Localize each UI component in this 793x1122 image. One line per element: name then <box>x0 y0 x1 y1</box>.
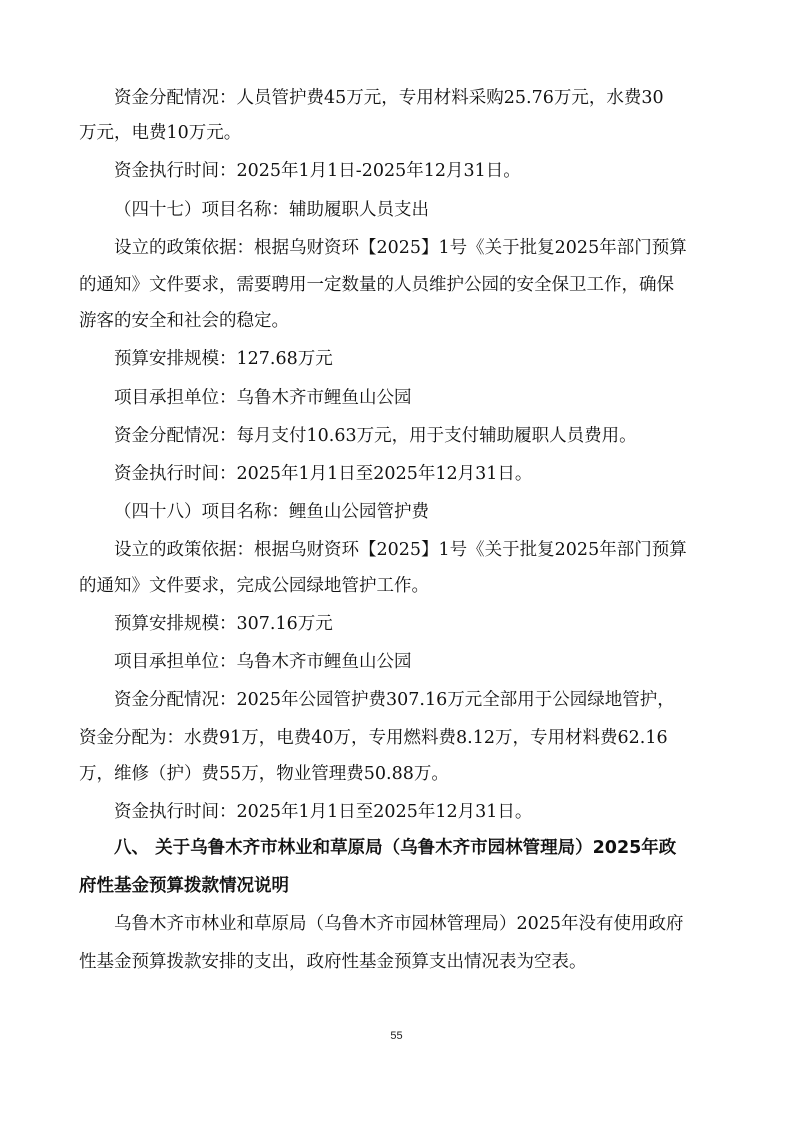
text-line: 设立的政策依据：根据乌财资环【2025】1号《关于批复2025年部门预算 <box>114 540 687 560</box>
text-line: 设立的政策依据：根据乌财资环【2025】1号《关于批复2025年部门预算 <box>114 238 687 258</box>
text-line: 资金分配情况：每月支付10.63万元，用于支付辅助履职人员费用。 <box>114 426 637 446</box>
text-line: （四十七）项目名称：辅助履职人员支出 <box>114 200 429 220</box>
section-heading-line: 八、 关于乌鲁木齐市林业和草原局（乌鲁木齐市园林管理局）2025年政 <box>114 838 677 858</box>
text-line: 预算安排规模：127.68万元 <box>114 349 333 369</box>
text-line: 资金执行时间：2025年1月1日至2025年12月31日。 <box>114 464 533 484</box>
text-line: 性基金预算拨款安排的支出，政府性基金预算支出情况表为空表。 <box>79 952 587 972</box>
text-line: 的通知》文件要求，完成公园绿地管护工作。 <box>79 576 429 596</box>
text-line: 的通知》文件要求，需要聘用一定数量的人员维护公园的安全保卫工作，确保 <box>79 275 674 295</box>
page-number: 55 <box>390 1030 403 1042</box>
text-line: 资金执行时间：2025年1月1日-2025年12月31日。 <box>114 161 521 181</box>
text-line: 乌鲁木齐市林业和草原局（乌鲁木齐市园林管理局）2025年没有使用政府 <box>114 914 684 934</box>
text-line: 预算安排规模：307.16万元 <box>114 614 333 634</box>
section-heading-line: 府性基金预算拨款情况说明 <box>79 876 289 896</box>
text-line: 游客的安全和社会的稳定。 <box>79 311 289 331</box>
text-line: （四十八）项目名称：鲤鱼山公园管护费 <box>114 502 429 522</box>
text-line: 资金分配情况：2025年公园管护费307.16万元全部用于公园绿地管护， <box>114 690 675 710</box>
text-line: 万元，电费10万元。 <box>79 123 242 143</box>
text-line: 资金分配情况：人员管护费45万元，专用材料采购25.76万元，水费30 <box>114 88 664 108</box>
text-line: 项目承担单位：乌鲁木齐市鲤鱼山公园 <box>114 388 412 408</box>
text-line: 资金分配为：水费91万，电费40万，专用燃料费8.12万，专用材料费62.16 <box>79 728 668 748</box>
text-line: 项目承担单位：乌鲁木齐市鲤鱼山公园 <box>114 652 412 672</box>
text-line: 资金执行时间：2025年1月1日至2025年12月31日。 <box>114 802 533 822</box>
text-line: 万，维修（护）费55万，物业管理费50.88万。 <box>79 764 449 784</box>
